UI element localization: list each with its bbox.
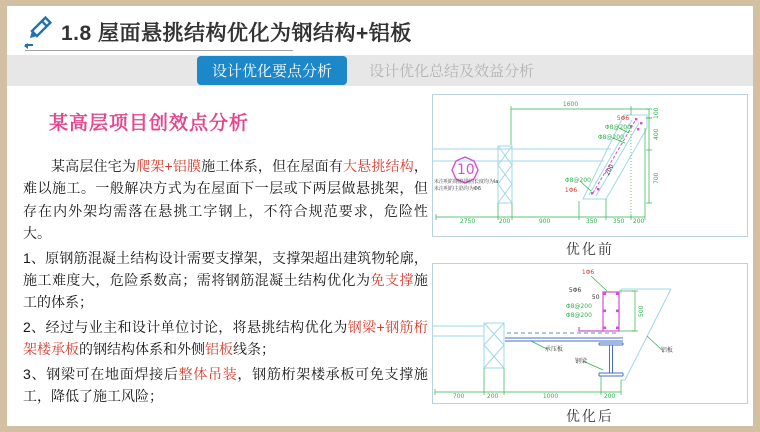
tab-design-key-points[interactable]: 设计优化要点分析	[197, 56, 347, 85]
slide	[7, 6, 753, 426]
cad-geometry-after	[433, 264, 747, 403]
cad-label: Φ8@200	[565, 312, 592, 319]
cad-label: 200	[632, 218, 645, 225]
caption-before: 优化前	[565, 241, 614, 257]
main-content	[7, 86, 753, 426]
cad-label: 5Φ6	[616, 115, 630, 122]
paragraph: 某高层住宅为爬架+铝膜施工体系，但在屋面有大悬挑结构，难以施工。一般解决方式为在屋面下一层或下两层做悬挑架，但存在内外架均需落在悬挑工字钢上，不符合规范要求，危险性大。	[23, 158, 428, 242]
cad-label: 100	[652, 107, 660, 119]
title-underline	[25, 50, 293, 51]
cad-label: 350	[612, 218, 625, 225]
cad-label: 1Φ6	[581, 269, 595, 276]
cad-label: 200	[603, 393, 616, 400]
paragraph: 3、钢梁可在地面焊接后整体吊装，钢筋桁架楼承板可免支撑施工，降低了施工风险；	[23, 365, 428, 405]
cad-label: 50	[591, 294, 600, 301]
cad-geometry-before	[433, 95, 747, 236]
cad-label: 未注明的钢筋锚固长度均为la	[433, 179, 499, 185]
cad-drawing-before	[432, 94, 748, 237]
cad-label: 350	[585, 218, 598, 225]
cad-label: Φ8@200	[597, 134, 624, 141]
cad-label: 2750	[459, 218, 476, 225]
cad-label: 1000	[542, 393, 559, 400]
cad-drawing-after	[432, 263, 748, 404]
paragraph: 2、经过与业主和设计单位讨论，将悬挑结构优化为钢梁+钢筋桁架楼承板的钢结构体系和外侧铝板线条；	[23, 318, 428, 358]
pencil-icon	[19, 13, 57, 51]
cad-label: Φ8@200	[565, 303, 592, 310]
cad-label: 5Φ6	[568, 287, 582, 294]
cad-label: 400	[652, 128, 660, 140]
tab-bar	[7, 55, 753, 86]
tab-summary-benefit[interactable]: 设计优化总结及效益分析	[369, 63, 535, 80]
cad-label: 铝板	[660, 347, 673, 354]
body-text	[23, 155, 428, 407]
cad-label: 200	[498, 218, 511, 225]
cad-label: 700	[452, 393, 465, 400]
paragraph: 1、原钢筋混凝土结构设计需要支撑架，支撑架超出建筑物轮廓，施工难度大，危险系数高；需将钢筋混凝土结构优化为免支撑施工的体系；	[23, 249, 428, 311]
cad-label: Φ8@200	[604, 124, 631, 131]
section-heading: 某高层项目创效点分析	[49, 113, 250, 134]
cad-label: Φ8@200	[564, 177, 591, 184]
page-title: 1.8 屋面悬挑结构优化为钢结构+铝板	[61, 22, 412, 45]
cad-label: 900	[538, 218, 551, 225]
cad-label: 500	[637, 305, 645, 317]
drawings-column	[432, 86, 753, 426]
cad-label: 700	[652, 172, 660, 184]
caption-after: 优化后	[565, 408, 614, 424]
text-column	[7, 86, 432, 426]
cad-label: 200	[603, 163, 616, 177]
cad-label: 1600	[562, 101, 579, 108]
cad-label: 钢梁	[574, 358, 587, 365]
cad-label: 1Φ6	[564, 187, 578, 194]
cad-label: 200	[486, 393, 499, 400]
cad-label: 承压板	[544, 346, 563, 353]
cad-label: 10	[456, 162, 475, 178]
cad-label: 未注明的主筋均为Φ6	[433, 186, 482, 192]
